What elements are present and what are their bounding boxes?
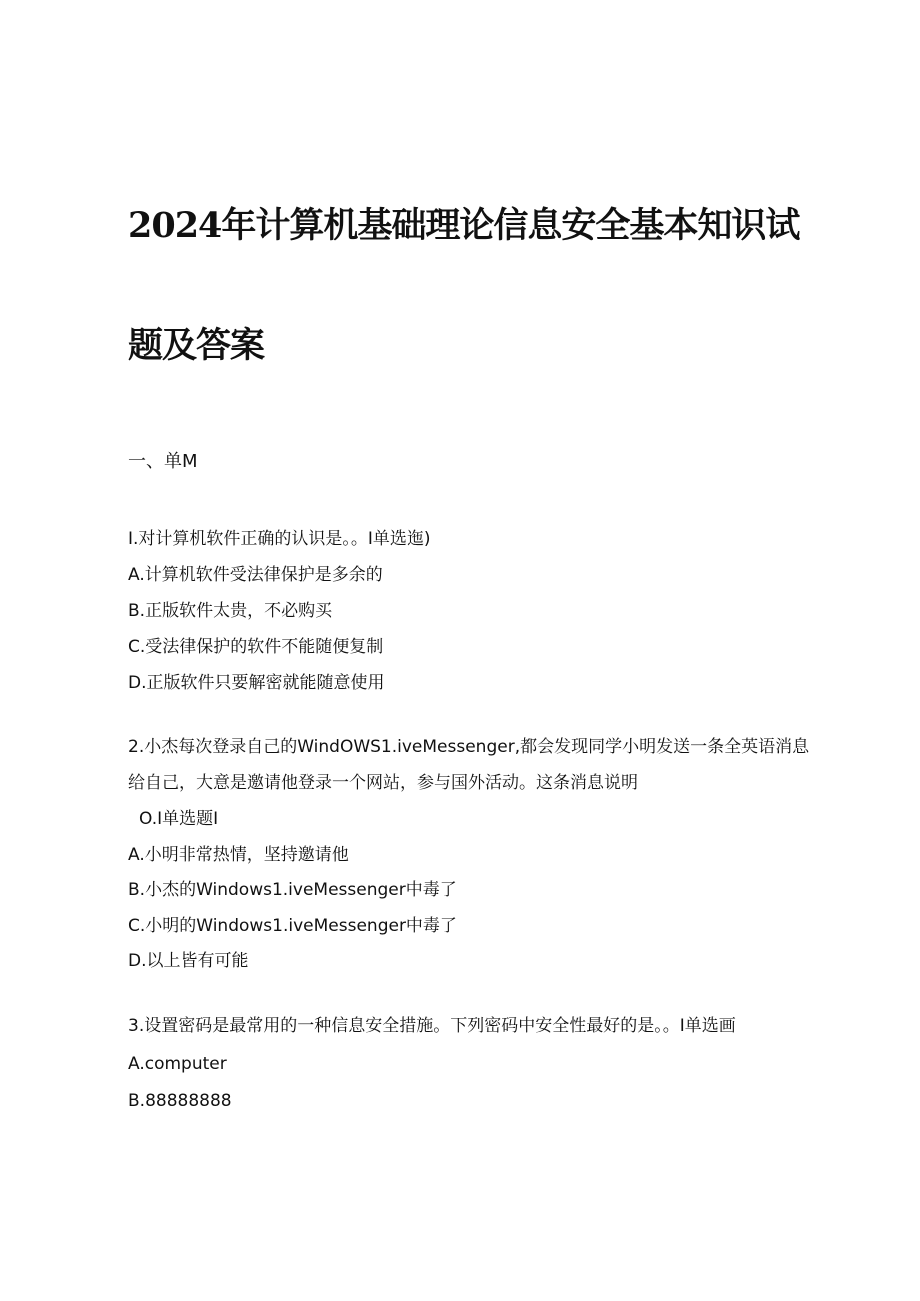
question-3-option-b: B.88888888 — [128, 1091, 232, 1111]
section-heading: 一、单M — [128, 451, 198, 472]
question-3-stem: 3.设置密码是最常用的一种信息安全措施。下列密码中安全性最好的是。。I单选画 — [128, 1016, 736, 1036]
document-title-line-2: 题及答案 — [128, 325, 265, 366]
question-1-option-a: A.计算机软件受法律保护是多余的 — [128, 565, 383, 585]
question-2-option-a: A.小明非常热情，坚持邀请他 — [128, 845, 349, 865]
question-1-option-b: B.正版软件太贵，不必购买 — [128, 601, 333, 621]
document-title-line-1: 2024年计算机基础理论信息安全基本知识试 — [128, 205, 800, 246]
question-2-option-d: D.以上皆有可能 — [128, 951, 249, 971]
question-3-option-a: A.computer — [128, 1054, 227, 1074]
question-2-option-c: C.小明的Windows1.iveMessenger中毒了 — [128, 916, 457, 936]
question-2-option-b: B.小杰的Windows1.iveMessenger中毒了 — [128, 880, 457, 900]
question-2-stem-line-2: 给自己，大意是邀请他登录一个网站，参与国外活动。这条消息说明 — [128, 773, 638, 793]
question-2-stem-line-3: O.I单选题I — [139, 809, 219, 829]
question-2-stem-line-1: 2.小杰每次登录自己的WindOWS1.iveMessenger,都会发现同学小明发送一条全英语消息 — [128, 737, 810, 757]
question-1-stem: I.对计算机软件正确的认识是。。I单选迤) — [128, 529, 431, 549]
question-1-option-d: D.正版软件只要解密就能随意使用 — [128, 673, 385, 693]
question-1-option-c: C.受法律保护的软件不能随便复制 — [128, 637, 384, 657]
